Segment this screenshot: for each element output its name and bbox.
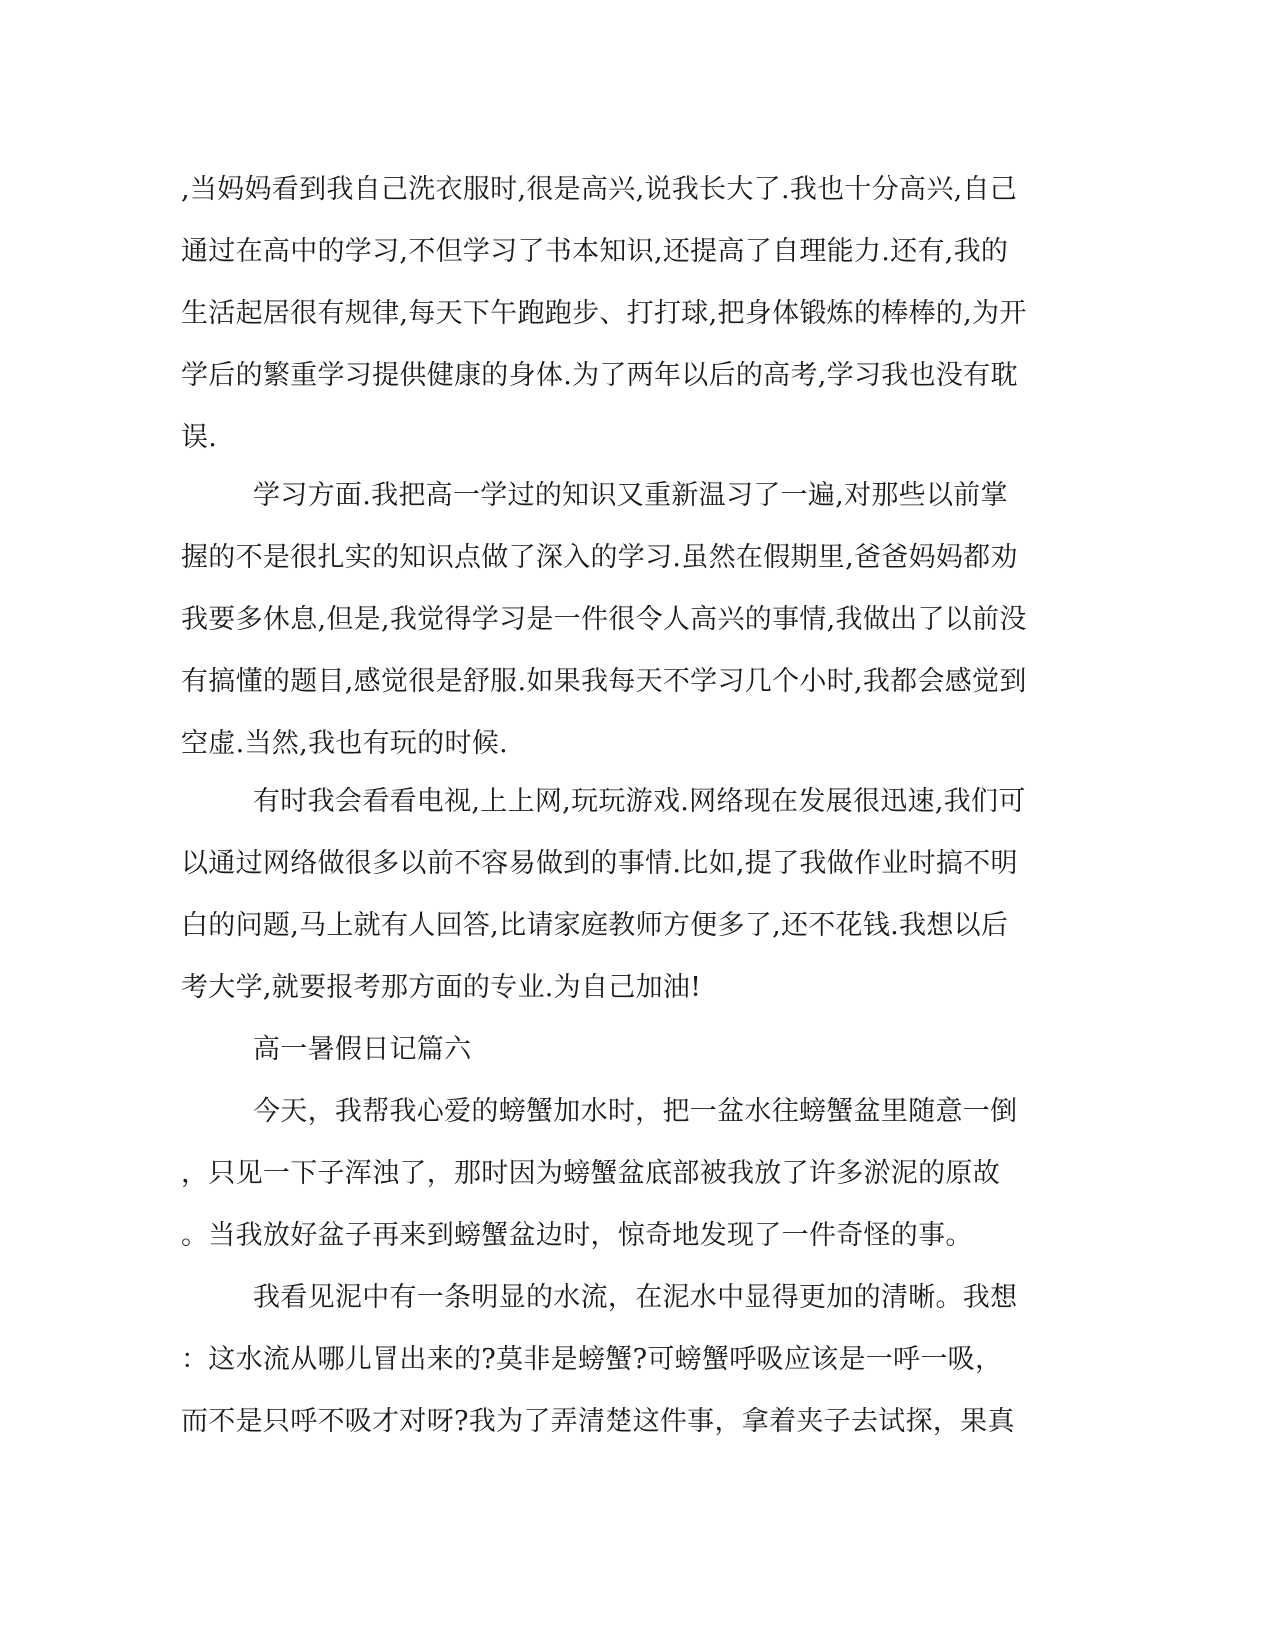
paragraph-line: 我看见泥中有一条明显的水流，在泥水中显得更加的清晰。我想 [253,1282,1018,1313]
paragraph-line: 误. [181,422,218,453]
paragraph-line: 考大学,就要报考那方面的专业.为自己加油! [181,972,702,1003]
paragraph-line: 以通过网络做很多以前不容易做到的事情.比如,提了我做作业时搞不明 [181,848,1018,879]
paragraph-line: 我要多休息,但是,我觉得学习是一件很令人高兴的事情,我做出了以前没 [181,604,1027,635]
paragraph-line: 今天，我帮我心爱的螃蟹加水时，把一盆水往螃蟹盆里随意一倒 [253,1096,1018,1127]
paragraph-line: 通过在高中的学习,不但学习了书本知识,还提高了自理能力.还有,我的 [181,236,1009,267]
paragraph-line: ,当妈妈看到我自己洗衣服时,很是高兴,说我长大了.我也十分高兴,自己 [181,174,1018,205]
paragraph-line: 学后的繁重学习提供健康的身体.为了两年以后的高考,学习我也没有耽 [181,360,1018,391]
paragraph-line: 。当我放好盆子再来到螃蟹盆边时，惊奇地发现了一件奇怪的事。 [181,1220,973,1251]
section-heading: 高一暑假日记篇六 [253,1034,472,1065]
paragraph-line: 学习方面.我把高一学过的知识又重新温习了一遍,对那些以前掌 [253,480,1008,511]
paragraph-line: ：这水流从哪儿冒出来的?莫非是螃蟹?可螃蟹呼吸应该是一呼一吸， [181,1344,1003,1375]
paragraph-line: 空虚.当然,我也有玩的时候. [181,728,508,759]
paragraph-line: 有时我会看看电视,上上网,玩玩游戏.网络现在发展很迅速,我们可 [253,786,1026,817]
paragraph-line: 而不是只呼不吸才对呀?我为了弄清楚这件事，拿着夹子去试探，果真 [181,1406,1015,1437]
paragraph-line: ，只见一下子浑浊了，那时因为螃蟹盆底部被我放了许多淤泥的原故 [181,1158,1000,1189]
paragraph-line: 生活起居很有规律,每天下午跑跑步、打打球,把身体锻炼的棒棒的,为开 [181,298,1027,329]
paragraph-line: 握的不是很扎实的知识点做了深入的学习.虽然在假期里,爸爸妈妈都劝 [181,542,1018,573]
paragraph-line: 有搞懂的题目,感觉很是舒服.如果我每天不学习几个小时,我都会感觉到 [181,666,1027,697]
paragraph-line: 白的问题,马上就有人回答,比请家庭教师方便多了,还不花钱.我想以后 [181,910,1009,941]
